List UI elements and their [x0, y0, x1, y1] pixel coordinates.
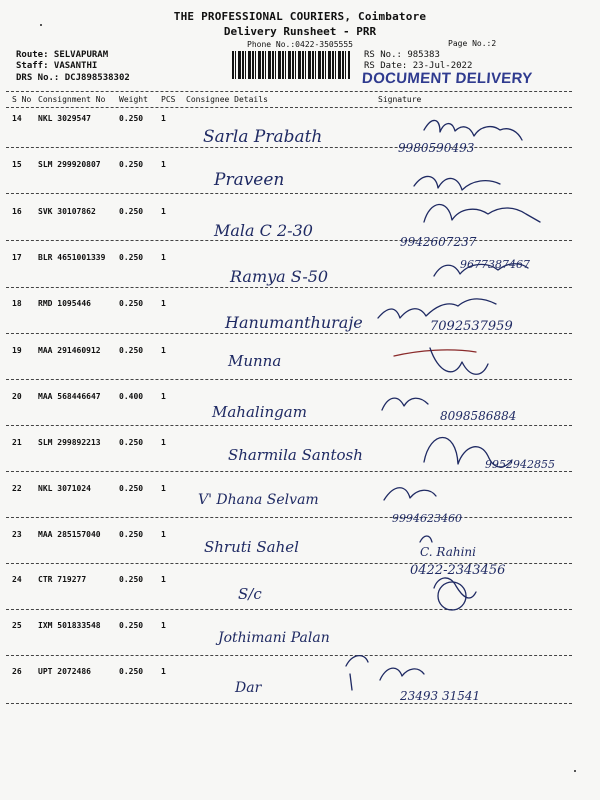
table-row — [0, 530, 600, 550]
row-divider — [6, 517, 572, 518]
runsheet-title: Delivery Runsheet - PRR — [223, 25, 377, 38]
row-divider — [6, 240, 572, 241]
page-number: Page No.:2 — [448, 39, 497, 48]
pcs-cell: 1 — [161, 621, 166, 630]
row-divider — [6, 655, 572, 656]
table-row — [0, 667, 600, 687]
pcs-cell: 1 — [161, 253, 166, 262]
table-row — [0, 253, 600, 273]
col-consignment: Consignment No — [38, 95, 106, 104]
pcs-cell: 1 — [161, 530, 166, 539]
consignment-cell: NKL 3029547 — [38, 114, 91, 123]
handwritten-consignee: Mahalingam — [212, 403, 307, 421]
handwritten-name: C. Rahini — [420, 545, 476, 559]
sno-cell: 20 — [12, 392, 22, 401]
table-row — [0, 438, 600, 458]
weight-cell: 0.400 — [119, 392, 144, 401]
weight-cell: 0.250 — [119, 299, 144, 308]
weight-cell: 0.250 — [119, 575, 144, 584]
row-divider — [6, 425, 572, 426]
sno-cell: 23 — [12, 530, 22, 539]
row-divider — [6, 333, 572, 334]
handwritten-consignee: Shruti Sahel — [204, 538, 299, 556]
handwritten-consignee: Dar — [235, 680, 262, 696]
pcs-cell: 1 — [161, 484, 166, 493]
handwritten-consignee: Ramya S-50 — [230, 267, 329, 286]
header-top-rule — [6, 91, 572, 92]
scan-mark — [574, 770, 576, 772]
table-row — [0, 484, 600, 504]
handwritten-consignee: Munna — [228, 352, 282, 370]
table-row — [0, 346, 600, 366]
weight-cell: 0.250 — [119, 530, 144, 539]
consignment-cell: CTR 719277 — [38, 575, 87, 584]
row-divider — [6, 287, 572, 288]
weight-cell: 0.250 — [119, 346, 144, 355]
sno-cell: 14 — [12, 114, 22, 123]
scan-mark — [40, 24, 42, 26]
col-consignee: Consignee Details — [186, 95, 268, 104]
handwritten-consignee: S/c — [238, 585, 262, 603]
table-row — [0, 160, 600, 180]
handwritten-consignee: Mala C 2-30 — [214, 221, 313, 240]
drs-number: DRS No.: DCJ898538302 — [16, 73, 130, 83]
route-label: Route: SELVAPURAM — [16, 50, 109, 60]
weight-cell: 0.250 — [119, 667, 144, 676]
pcs-cell: 1 — [161, 160, 166, 169]
pcs-cell: 1 — [161, 438, 166, 447]
handwritten-phone: 9980590493 — [398, 141, 475, 155]
consignment-cell: BLR 4651001339 — [38, 253, 106, 262]
consignment-cell: UPT 2072486 — [38, 667, 91, 676]
consignment-cell: IXM 501833548 — [38, 621, 101, 630]
table-row — [0, 392, 600, 412]
sno-cell: 22 — [12, 484, 22, 493]
handwritten-consignee: Sarla Prabath — [203, 127, 323, 147]
sno-cell: 15 — [12, 160, 22, 169]
weight-cell: 0.250 — [119, 438, 144, 447]
consignment-cell: MAA 568446647 — [38, 392, 101, 401]
pcs-cell: 1 — [161, 346, 166, 355]
weight-cell: 0.250 — [119, 621, 144, 630]
handwritten-phone: 8098586884 — [440, 409, 517, 423]
barcode — [232, 51, 350, 79]
row-divider — [6, 703, 572, 704]
consignment-cell: SLM 299920807 — [38, 160, 101, 169]
weight-cell: 0.250 — [119, 484, 144, 493]
handwritten-consignee: Hanumanthuraje — [225, 313, 363, 332]
handwritten-consignee: Praveen — [214, 170, 285, 190]
pcs-cell: 1 — [161, 114, 166, 123]
handwritten-consignee: V' Dhana Selvam — [198, 492, 319, 508]
table-row — [0, 575, 600, 595]
pcs-cell: 1 — [161, 207, 166, 216]
handwritten-phone: 9952942855 — [485, 458, 555, 471]
weight-cell: 0.250 — [119, 253, 144, 262]
table-row — [0, 207, 600, 227]
header-bottom-rule — [6, 107, 572, 108]
consignment-cell: MAA 291460912 — [38, 346, 101, 355]
row-divider — [6, 563, 572, 564]
consignment-cell: RMD 1095446 — [38, 299, 91, 308]
handwritten-phone: 7092537959 — [430, 319, 513, 334]
pcs-cell: 1 — [161, 667, 166, 676]
document-delivery-stamp: DOCUMENT DELIVERY — [361, 70, 533, 87]
handwritten-consignee: Sharmila Santosh — [228, 446, 363, 464]
handwritten-phone: 9994623460 — [392, 512, 462, 525]
consignment-cell: SLM 299892213 — [38, 438, 101, 447]
company-name: THE PROFESSIONAL COURIERS, Coimbatore — [173, 10, 427, 23]
phone-number: Phone No.:0422-3505555 — [247, 40, 353, 49]
consignment-cell: NKL 3071024 — [38, 484, 91, 493]
sno-cell: 18 — [12, 299, 22, 308]
consignment-cell: MAA 285157040 — [38, 530, 101, 539]
weight-cell: 0.250 — [119, 114, 144, 123]
table-row — [0, 621, 600, 641]
col-signature: Signature — [378, 95, 422, 104]
row-divider — [6, 147, 572, 148]
weight-cell: 0.250 — [119, 160, 144, 169]
sno-cell: 19 — [12, 346, 22, 355]
col-sno: S No — [12, 95, 32, 104]
table-row — [0, 299, 600, 319]
weight-cell: 0.250 — [119, 207, 144, 216]
pcs-cell: 1 — [161, 575, 166, 584]
sno-cell: 25 — [12, 621, 22, 630]
row-divider — [6, 609, 572, 610]
pcs-cell: 1 — [161, 392, 166, 401]
rs-date: RS Date: 23-Jul-2022 — [364, 61, 473, 71]
consignment-cell: SVK 30107862 — [38, 207, 96, 216]
rs-number: RS No.: 985383 — [364, 50, 440, 60]
pcs-cell: 1 — [161, 299, 166, 308]
sno-cell: 26 — [12, 667, 22, 676]
sno-cell: 21 — [12, 438, 22, 447]
row-divider — [6, 193, 572, 194]
sno-cell: 16 — [12, 207, 22, 216]
staff-label: Staff: VASANTHI — [16, 61, 98, 71]
handwritten-phone: 9677387467 — [460, 258, 530, 271]
sno-cell: 17 — [12, 253, 22, 262]
row-divider — [6, 471, 572, 472]
col-pcs: PCS — [161, 95, 176, 104]
handwritten-consignee: Jothimani Palan — [218, 630, 330, 646]
handwritten-phone: 23493 31541 — [400, 689, 481, 703]
handwritten-phone: 0422-2343456 — [410, 563, 506, 578]
handwritten-phone: 9942607237 — [400, 235, 477, 249]
sno-cell: 24 — [12, 575, 22, 584]
table-row — [0, 114, 600, 134]
col-weight: Weight — [119, 95, 148, 104]
row-divider — [6, 379, 572, 380]
